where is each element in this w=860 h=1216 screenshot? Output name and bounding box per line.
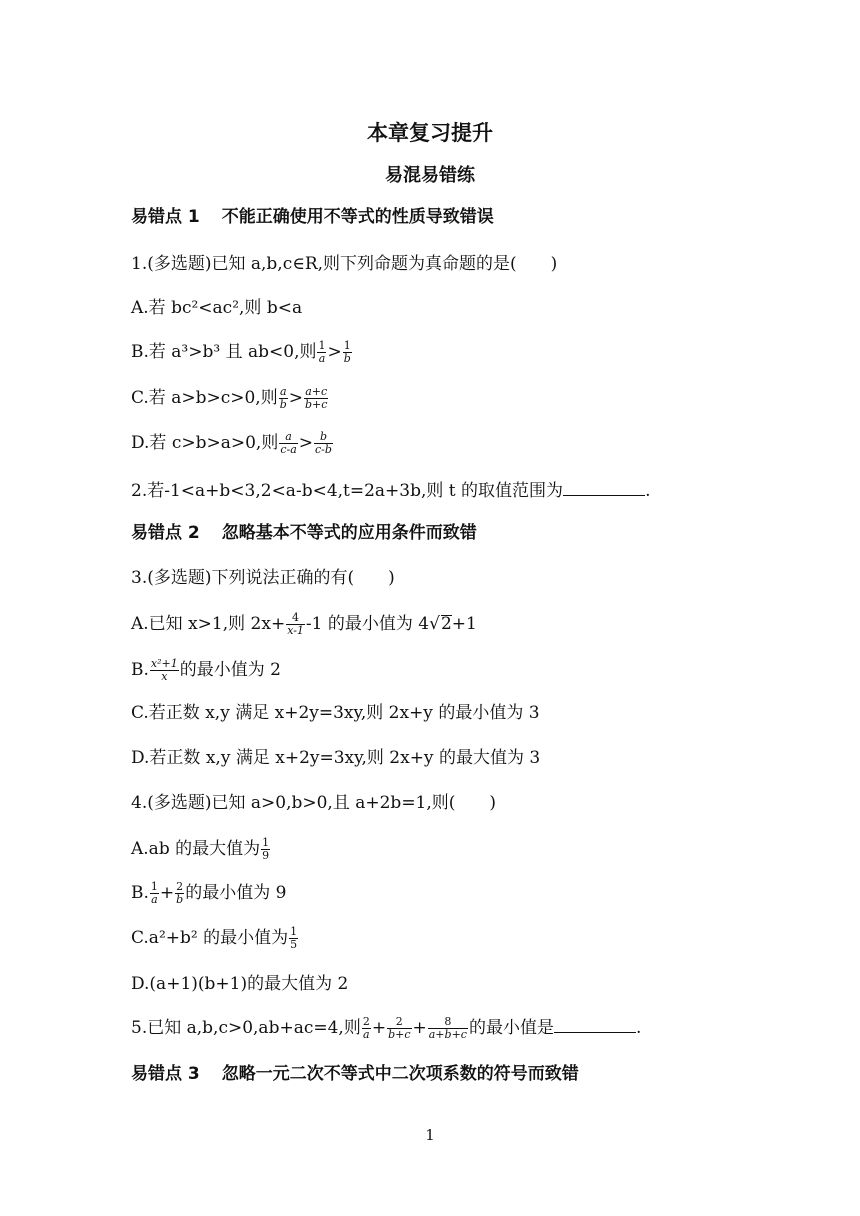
section-heading-1: [131, 206, 494, 228]
sqrt-radicand: 2: [440, 614, 452, 634]
fraction: $\frac{1}{9}$: [262, 836, 270, 862]
question-text: .: [635, 1018, 642, 1038]
option-text: D.若 c>b>a>0,则: [131, 433, 279, 453]
section-heading-2: [131, 522, 477, 544]
operator: >: [327, 342, 342, 362]
option-text: C.a²+b² 的最小值为: [131, 928, 289, 948]
question-1-option-b: [131, 340, 353, 365]
answer-blank[interactable]: [563, 479, 645, 496]
section-label: 易错点 3: [131, 1064, 200, 1084]
fraction: $\frac{1}{b}$: [343, 339, 351, 365]
option-text: 的最小值为 9: [185, 883, 287, 903]
question-4-option-b: [131, 881, 286, 906]
section-label: 易错点 1: [131, 207, 200, 227]
fraction: $\frac{1}{5}$: [290, 925, 298, 951]
question-3-option-b: [131, 658, 281, 683]
fraction: $\frac{8}{a+b+c}$: [428, 1015, 467, 1041]
question-text: 的最小值是: [468, 1018, 554, 1038]
question-2: [131, 479, 650, 502]
section-heading-3: [131, 1063, 579, 1085]
fraction: $\frac{2}{a}$: [362, 1015, 370, 1041]
section-text: 忽略一元二次不等式中二次项系数的符号而致错: [221, 1064, 579, 1084]
question-4-stem: 4.(多选题)已知 a>0,b>0,且 a+2b=1,则( ): [131, 793, 497, 813]
section-text: 不能正确使用不等式的性质导致错误: [221, 207, 494, 227]
section-label: 易错点 2: [131, 523, 200, 543]
page-number: 1: [425, 1126, 435, 1144]
question-4-option-c: [131, 926, 299, 951]
fraction: $\frac{2}{b}$: [176, 880, 184, 906]
question-3-option-a: A.已知 x>1,则 2x+ $\frac{4}{x-1}$ -1 的最小值为 4√2+1: [131, 611, 477, 637]
question-1-option-c: [131, 386, 329, 411]
question-text: 2.若-1<a+b<3,2<a-b<4,t=2a+3b,则 t 的取值范围为: [131, 481, 564, 501]
operator: +: [412, 1018, 427, 1038]
answer-blank[interactable]: [554, 1016, 636, 1033]
fraction: $\frac{1}{a}$: [318, 339, 326, 365]
option-text: -1 的最小值为 4: [305, 614, 430, 634]
option-text: +1: [451, 614, 477, 634]
option-text: B.若 a³>b³ 且 ab<0,则: [131, 342, 317, 362]
question-4-option-a: [131, 837, 271, 862]
page-title: 本章复习提升: [367, 121, 493, 145]
question-1-stem: 1.(多选题)已知 a,b,c∈R,则下列命题为真命题的是( ): [131, 254, 558, 274]
fraction: $\frac{a}{b}$: [279, 385, 287, 411]
section-text: 忽略基本不等式的应用条件而致错: [221, 523, 477, 543]
option-text: A.已知 x>1,则 2x+: [131, 614, 286, 634]
question-3-option-d: D.若正数 x,y 满足 x+2y=3xy,则 2x+y 的最大值为 3: [131, 748, 541, 768]
fraction: $\frac{1}{a}$: [150, 880, 158, 906]
fraction: $\frac{a}{c-a}$: [280, 430, 297, 456]
fraction: $\frac{2}{b+c}$: [388, 1015, 411, 1041]
question-3-stem: 3.(多选题)下列说法正确的有( ): [131, 568, 395, 588]
option-text: B.: [131, 660, 149, 680]
fraction: $\frac{4}{x-1}$: [287, 611, 304, 637]
question-1-option-d: [131, 431, 334, 456]
option-text: 的最小值为 2: [179, 660, 281, 680]
option-text: A.ab 的最大值为: [131, 839, 261, 859]
question-3-option-c: C.若正数 x,y 满足 x+2y=3xy,则 2x+y 的最小值为 3: [131, 703, 540, 723]
question-1-option-a: A.若 bc²<ac²,则 b<a: [131, 298, 303, 318]
question-4-option-d: D.(a+1)(b+1)的最大值为 2: [131, 974, 349, 994]
option-text: B.: [131, 883, 149, 903]
operator: +: [371, 1018, 387, 1038]
operator: >: [298, 433, 314, 453]
section-subtitle: 易混易错练: [385, 165, 475, 186]
fraction: $\frac{\text{x²+1}}{x}$: [150, 657, 178, 683]
operator: >: [288, 388, 303, 408]
question-text: .: [645, 481, 651, 501]
question-5: [131, 1016, 641, 1041]
fraction: $\frac{a+c}{b+c}$: [305, 385, 328, 411]
option-text: C.若 a>b>c>0,则: [131, 388, 278, 408]
fraction: $\frac{b}{c-b}$: [315, 430, 332, 456]
operator: +: [159, 883, 175, 903]
question-text: 5.已知 a,b,c>0,ab+ac=4,则: [131, 1018, 361, 1038]
